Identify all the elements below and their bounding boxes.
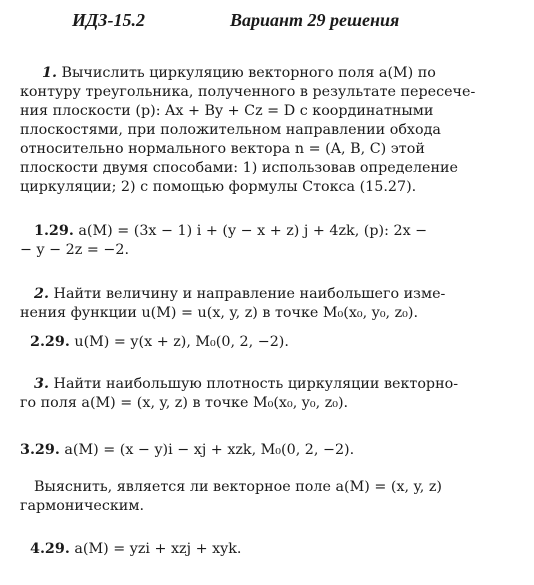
page-header <box>0 10 534 34</box>
task-4-variant-number: 4.29. <box>30 541 70 557</box>
task-2-variant-text: u(M) = y(x + z), M₀(0, 2, −2). <box>74 334 289 350</box>
task-2-variant-number: 2.29. <box>30 334 70 350</box>
task-4-variant-text: a(M) = yzi + xzj + xyk. <box>74 541 242 557</box>
task-1-variant-line-1: a(M) = (3x − 1) i + (y − x + z) j + 4zk, (p): 2x − <box>78 223 428 239</box>
task-3-number: 3. <box>34 376 49 392</box>
task-2-statement <box>20 285 516 323</box>
task-2-variant <box>20 333 516 352</box>
task-1-line-7: циркуляции; 2) с помощью формулы Стокса (15.27). <box>20 179 417 195</box>
task-4-variant <box>20 540 516 559</box>
task-1-line-4: плоскостями, при положительном направлении обхода <box>20 122 441 138</box>
task-3-statement <box>20 375 516 413</box>
task-1-line-3: ния плоскости (p): Ax + By + Cz = D с координатными <box>20 103 434 119</box>
task-1-variant-number: 1.29. <box>34 223 74 239</box>
task-2-line-2: нения функции u(M) = u(x, y, z) в точке M₀(x₀, y₀, z₀). <box>20 305 419 321</box>
task-1-number: 1. <box>42 65 57 81</box>
task-3-variant <box>20 441 516 460</box>
task-2-line-1: Найти величину и направление наибольшего изме- <box>53 286 446 302</box>
task-1-line-1: Вычислить циркуляцию векторного поля a(M) по <box>61 65 436 81</box>
task-3-variant-number: 3.29. <box>20 442 60 458</box>
task-3-line-2: го поля a(M) = (x, y, z) в точке M₀(x₀, y₀, z₀). <box>20 395 349 411</box>
task-1-variant-line-2: − y − 2z = −2. <box>20 242 129 258</box>
header-title: ИДЗ-15.2 <box>72 10 145 30</box>
task-1-statement <box>20 64 516 197</box>
task-1-line-6: плоскости двумя способами: 1) использовав определение <box>20 160 459 176</box>
task-2-number: 2. <box>34 286 49 302</box>
task-4-line-1: Выяснить, является ли векторное поле a(M) = (x, y, z) <box>34 479 442 495</box>
task-1-variant <box>20 222 516 260</box>
task-4-statement <box>20 478 516 516</box>
task-4-line-2: гармоническим. <box>20 498 145 514</box>
header-variant: Вариант 29 решения <box>230 10 400 30</box>
task-3-line-1: Найти наибольшую плотность циркуляции векторно- <box>53 376 459 392</box>
task-3-variant-text: a(M) = (x − y)i − xj + xzk, M₀(0, 2, −2). <box>64 442 355 458</box>
task-1-line-2: контуру треугольника, полученного в результате пересече- <box>20 84 476 100</box>
task-1-line-5: относительно нормального вектора n = (A, B, C) этой <box>20 141 425 157</box>
